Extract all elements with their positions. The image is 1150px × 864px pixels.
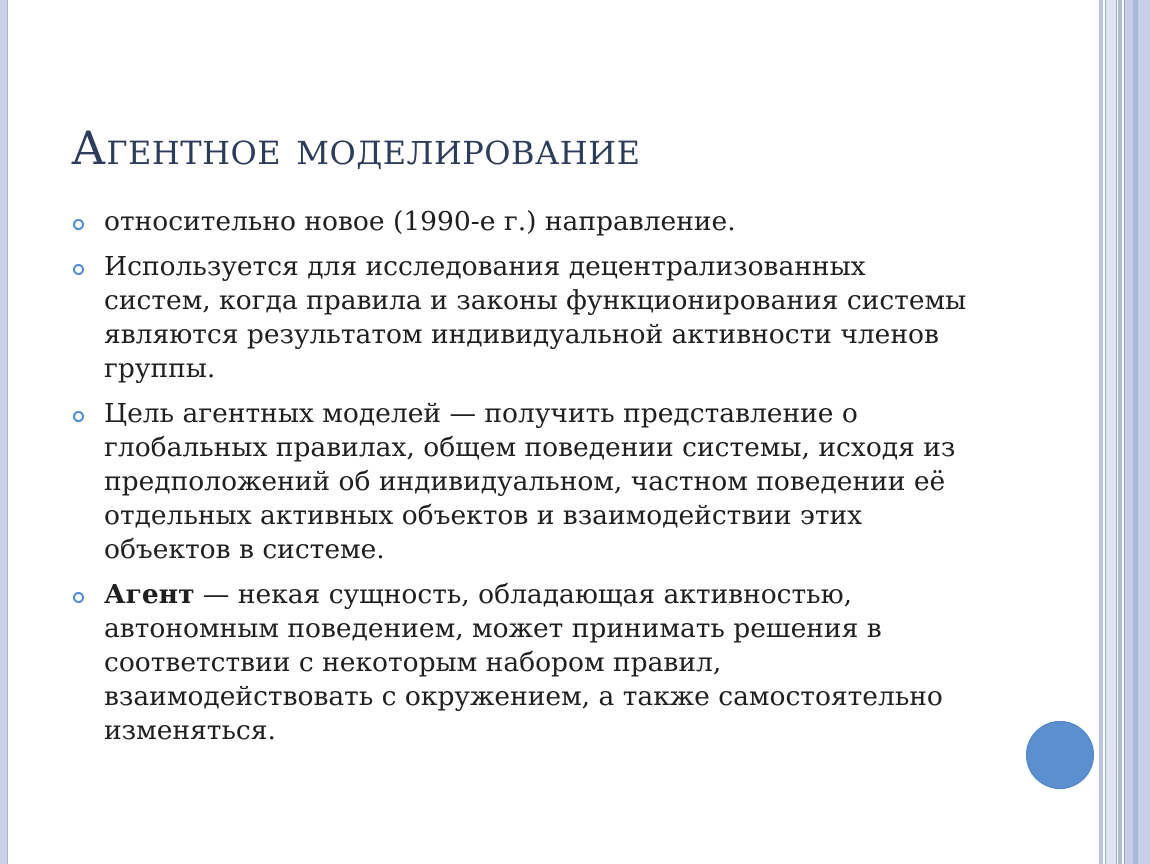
right-frame-stripe [1118, 0, 1122, 864]
left-frame-border [0, 0, 8, 864]
bullet-item [73, 578, 973, 748]
right-frame-stripe [1105, 0, 1117, 864]
bullet-body: относительно новое (1990-е г.) направление. [104, 206, 736, 237]
bullet-text [104, 579, 943, 746]
bullet-text [104, 206, 736, 237]
circle-decoration [1026, 721, 1094, 789]
ring-bullet-icon [73, 411, 84, 422]
ring-bullet-icon [73, 592, 84, 603]
ring-bullet-icon [73, 264, 84, 275]
bullet-body: Используется для исследования децентрализованных систем, когда правила и законы функционирования системы являются результатом индивидуальной активности членов группы. [104, 251, 967, 384]
bullet-bold-term: Агент [104, 579, 195, 610]
bullet-text [104, 251, 966, 384]
bullet-body: — некая сущность, обладающая активностью, автономным поведением, может принимать решения в соответствии с некоторым набором правил, взаимодействовать с окружением, а также самостоятельно изменяться. [104, 579, 943, 746]
bullet-item [73, 250, 973, 386]
right-frame-stripe [1099, 0, 1103, 864]
bullet-text [104, 398, 955, 565]
bullet-list [73, 205, 973, 759]
ring-bullet-icon [73, 219, 84, 230]
bullet-item [73, 205, 973, 239]
bullet-item [73, 397, 973, 567]
bullet-body: Цель агентных моделей — получить представление о глобальных правилах, общем поведении системы, исходя из предположений об индивидуальном, частном поведении её отдельных активных объектов и взаимодействии этих объектов в системе. [104, 398, 956, 565]
right-frame-stripe [1133, 0, 1138, 864]
slide-title: Агентное моделирование [71, 121, 641, 175]
